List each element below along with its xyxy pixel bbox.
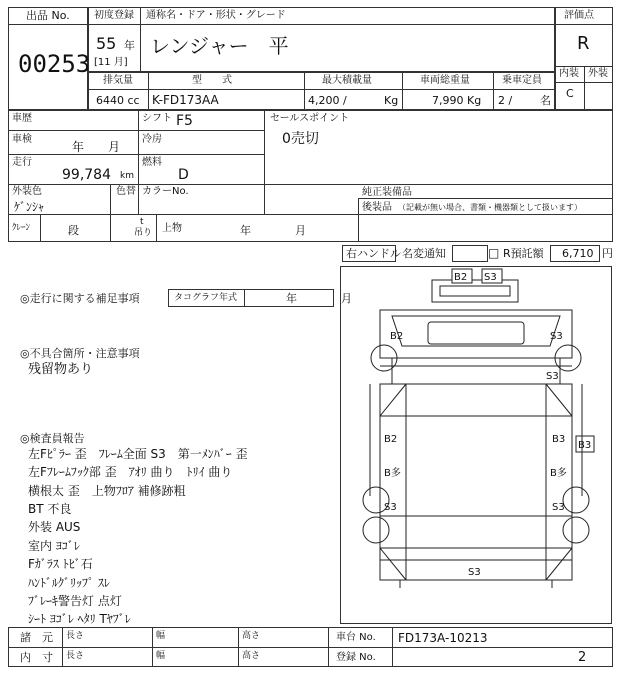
year-unit: 年 <box>124 39 135 52</box>
fuel-value: D <box>178 167 189 183</box>
damage-mark-top-left: B2 <box>454 272 468 283</box>
chassis-number: FD173A-10213 <box>398 631 488 645</box>
sales-point-value: 0売切 <box>282 131 319 147</box>
damage-mark-side-box: B3 <box>578 440 592 451</box>
model-name-label: 通称名・ドア・形状・グレード <box>146 10 286 21</box>
damage-mark-cab-right: S3 <box>546 371 559 382</box>
inspector-line: BT 不良 <box>28 502 72 516</box>
overall-grade: R <box>577 33 590 54</box>
capacity: 2 / <box>498 94 513 107</box>
inspector-line: 外装 AUS <box>28 520 81 534</box>
driving-notes-label: ◎走行に関する補足事項 <box>20 292 140 305</box>
sales-point-label: セールスポイント <box>270 113 350 124</box>
first-registration-label: 初度登録 <box>94 10 134 21</box>
damage-mark-top-right: S3 <box>484 272 497 283</box>
shift-value: F5 <box>176 113 193 129</box>
inspector-line: ﾌﾞﾚｰｷ警告灯 点灯 <box>28 594 122 608</box>
tax-label: R預託額 <box>503 247 544 260</box>
tachograph-label: タコグラフ年式 <box>174 293 238 303</box>
inspector-line: 左Fﾋﾟﾗｰ 歪 ﾌﾚｰﾑ全面 S3 第一ﾒﾝﾊﾞｰ 歪 <box>28 447 248 461</box>
interior-width-label: 幅 <box>156 651 166 661</box>
chassis-label: 車台 No. <box>336 632 376 643</box>
registration-label: 登録 No. <box>336 652 376 663</box>
inspection-value: 年 月 <box>72 140 121 154</box>
exterior-grade-label: 外装 <box>588 68 608 79</box>
registration-value: 2 <box>578 650 587 665</box>
exterior-color-value: ｹﾞﾝｼｬ <box>14 200 45 214</box>
gross-weight-label: 車両総重量 <box>420 75 470 86</box>
grade-label: 評価点 <box>564 10 594 21</box>
inspector-line: ﾊﾝﾄﾞﾙｸﾞﾘｯﾌﾟ ｽﾚ <box>28 576 110 590</box>
name-change-label: 名変通知 <box>402 247 446 260</box>
crane-label: ｸﾚｰﾝ <box>12 223 31 233</box>
inspector-line: 左Fﾌﾚｰﾑﾌｯｸ部 歪 ｱｵﾘ 曲り ﾄﾘｲ 曲り <box>28 465 233 479</box>
inspector-line: ｼｰﾄ ﾖｺﾞﾚ ﾍﾀﾘ Tﾔﾌﾞﾚ <box>28 612 131 626</box>
name-change-box <box>452 245 488 262</box>
color-code-label: カラーNo. <box>142 186 189 197</box>
interior-dimensions-label: 内 寸 <box>20 651 53 664</box>
damage-mark-cab-right-front: S3 <box>550 331 563 342</box>
first-registration-month: [11 月] <box>94 57 128 68</box>
width-label: 幅 <box>156 631 166 641</box>
damage-mark-cab-left: B2 <box>390 331 404 342</box>
fuel-label: 燃料 <box>142 157 162 168</box>
inspector-line: 室内 ﾖｺﾞﾚ <box>28 539 80 553</box>
aftermarket-note: （記載が無い場合、書類・機器類として扱います） <box>398 203 582 212</box>
history-label: 車歴 <box>12 113 32 124</box>
model-name: レンジャー 平 <box>150 34 289 58</box>
length-label: 長さ <box>66 631 85 641</box>
max-load-unit: Kg <box>384 94 399 107</box>
interior-height-label: 高さ <box>242 651 261 661</box>
inspector-line: Fｶﾞﾗｽ ﾄﾋﾞ石 <box>28 557 93 571</box>
damage-mark-lower-left: B多 <box>384 468 401 479</box>
inspector-line: 横根太 歪 上物ﾌﾛｱ 補修跡粗 <box>28 484 186 498</box>
aftermarket-label: 後装品 <box>362 202 392 213</box>
inspector-report-label: ◎検査員報告 <box>20 432 85 445</box>
model-code: K-FD173AA <box>152 93 219 107</box>
mileage-label: 走行 <box>12 157 32 168</box>
body-label: 上物 <box>162 223 182 234</box>
listing-number-label: 出品 No. <box>26 9 70 22</box>
shift-label: シフト <box>142 113 172 124</box>
body-value: 年 月 <box>240 224 306 237</box>
rhd-label: 右ハンドル <box>346 247 401 260</box>
tax-unit: 円 <box>602 247 613 260</box>
displacement: 6440 cc <box>96 94 140 107</box>
model-code-label: 型 式 <box>192 75 232 86</box>
listing-number: 00253 <box>18 50 91 78</box>
interior-grade-label: 内装 <box>559 68 579 79</box>
damage-mark-mid-right: B3 <box>552 434 566 445</box>
truck-diagram <box>340 266 612 624</box>
capacity-unit: 名 <box>540 94 551 107</box>
defects-text: 残留物あり <box>28 362 94 377</box>
equipment-label: 純正装備品 <box>362 187 412 198</box>
damage-mark-mid-left: B2 <box>384 434 398 445</box>
interior-length-label: 長さ <box>66 651 85 661</box>
tachograph-value: 年 月 <box>286 292 352 305</box>
name-change-mark: □ <box>488 246 500 260</box>
mileage-value: 99,784 <box>62 167 111 183</box>
height-label: 高さ <box>242 631 261 641</box>
dimensions-label: 諸 元 <box>20 631 53 644</box>
ac-label: 冷房 <box>142 134 162 145</box>
crane-hang: 吊り <box>134 228 153 238</box>
tax-value: 6,710 <box>562 247 594 260</box>
exterior-color-label: 外装色 <box>12 186 42 197</box>
displacement-label: 排気量 <box>103 75 133 86</box>
mileage-unit: km <box>120 171 134 181</box>
damage-mark-rear: S3 <box>468 567 481 578</box>
damage-mark-lower-right: B多 <box>550 468 567 479</box>
capacity-label: 乗車定員 <box>502 75 542 86</box>
defects-label: ◎不具合箇所・注意事項 <box>20 347 140 360</box>
color-change-label: 色替 <box>116 186 136 197</box>
interior-grade: C <box>566 87 574 100</box>
max-load: 4,200 / <box>308 94 347 107</box>
crane-stage: 段 <box>68 224 79 237</box>
first-registration-year: 55 <box>96 34 117 53</box>
damage-mark-rear-left: S3 <box>384 502 397 513</box>
inspection-label: 車検 <box>12 134 32 145</box>
max-load-label: 最大積載量 <box>322 75 372 86</box>
crane-tonnage: t <box>140 217 144 227</box>
damage-mark-rear-right: S3 <box>552 502 565 513</box>
gross-weight: 7,990 Kg <box>432 94 482 107</box>
